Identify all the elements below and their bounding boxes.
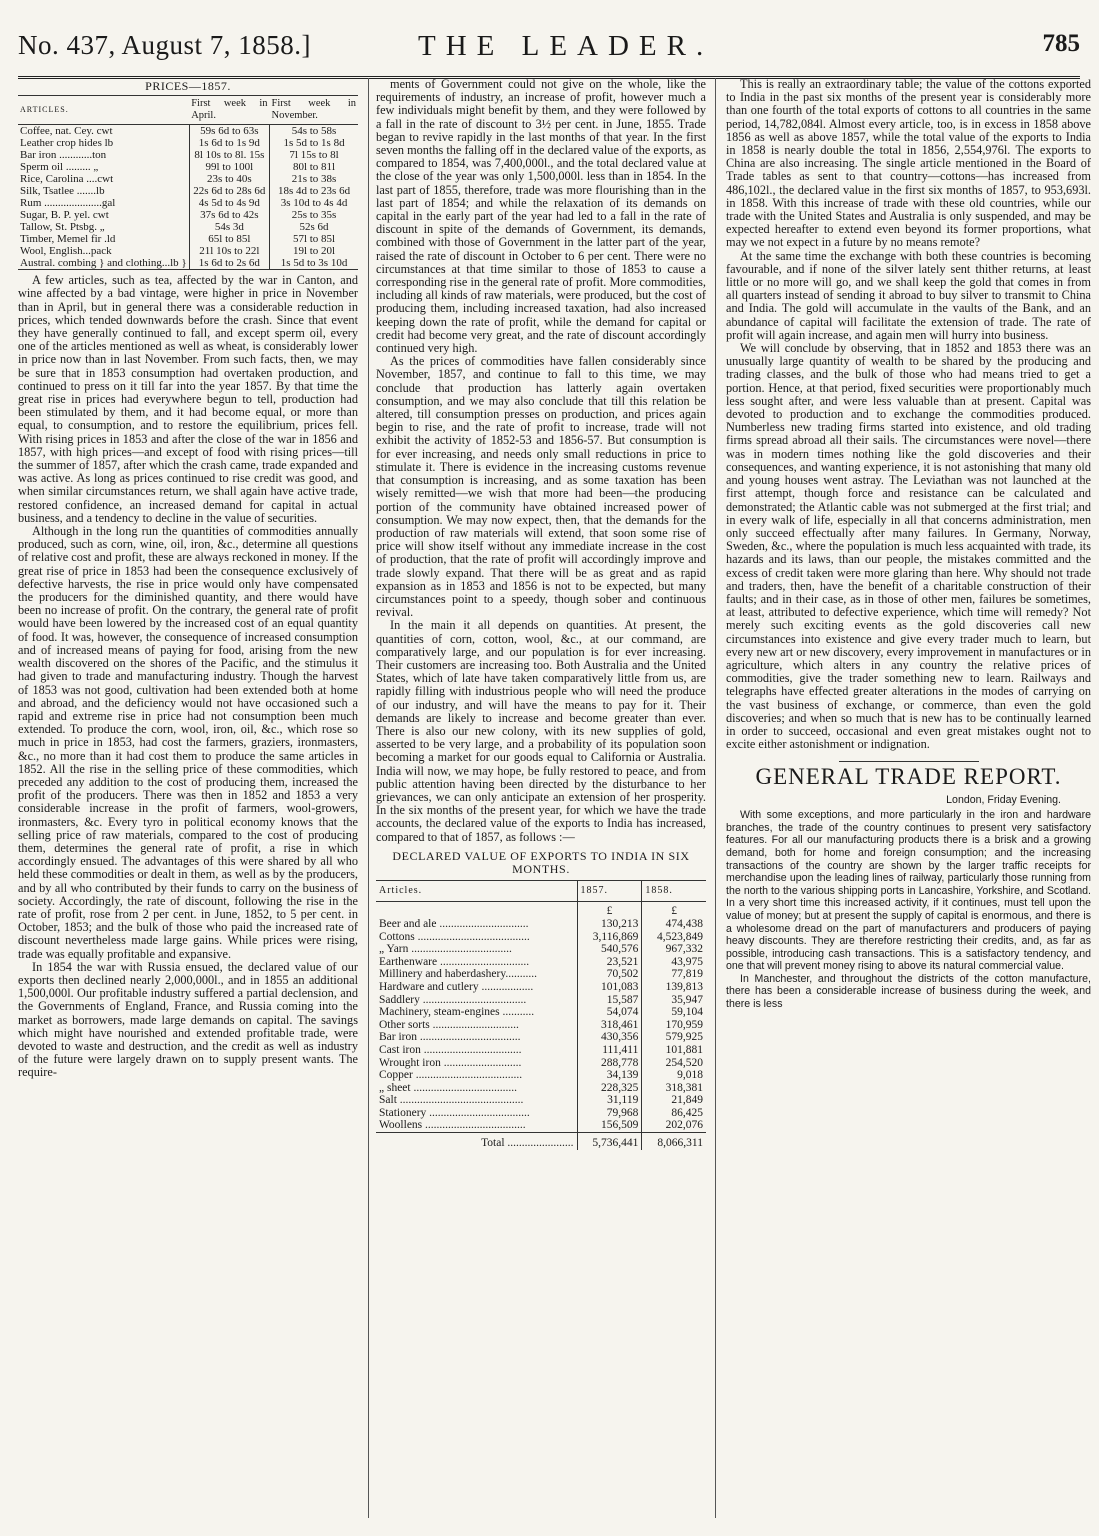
export-article: Machinery, steam-engines ........... — [379, 1006, 535, 1019]
export-article: Cottons ....................................... — [379, 930, 530, 943]
issue-line: No. 437, August 7, 1858.] — [18, 30, 312, 60]
export-value: 228,325 — [577, 1082, 642, 1095]
trade-report-body — [726, 794, 1091, 1011]
price-value: 80l to 81l — [270, 161, 358, 173]
table-row — [18, 257, 358, 270]
article-paragraph: This is really an extraordinary table; the value of the cottons exported to India in the past six months of the present year is considerably more than one fourth of the total exports of cottons to all countries in the same period, 14,782,084l. Almost every article, too, is in excess in 1858 above 1856 as well as above 1857, while the total value of the exports to India in 1858 is nearly double the total in 1856, 2,554,976l. The exports to China are also increasing. The single article mentioned in the Board of Trade tables as sent to that country—cottons—has increased from 486,102l., the declared value in the first six months of 1857, to 953,693l. in 1858. With this increase of trade with these old countries, while our trade with the United States and Australia is only suspended, and may be expected hereafter to extend even beyond its former proportions, what may we not expect in a future by no means remote? — [726, 77, 1091, 250]
export-value: 70,502 — [577, 968, 642, 981]
table-row — [376, 981, 706, 994]
export-article: „ Yarn ................................... — [379, 943, 512, 956]
prices-caption: PRICES—1857. — [145, 79, 231, 93]
price-value: 21s to 38s — [270, 173, 358, 185]
table-row — [376, 1006, 706, 1019]
export-value: 79,968 — [577, 1107, 642, 1120]
price-value: 1s 5d to 3s 10d — [270, 257, 358, 270]
article-paragraph: We will conclude by observing, that in 1852 and 1853 there was an unusually large quantity of wealth to be shared by the producing and trading classes, and the bulk of those who had means tried to get a portion. Hence, at that period, fixed securities were proportionably much less sought after, and were less valuable than at present. Capital was devoted to production and to exchange the commodities produced. Numberless new trading firms started into existence, and old trading firms spread abroad all their sails. The circumstances were novel—there was in modern times nothing like the gold discoveries and their consequences, and wanting experience, it is not astonishing that many old and young houses went astray. The Leviathan was not launched at the first attempt, though force and resistance can be calculated and demonstrated; the Atlantic cable was not submerged at the first trial; and in every walk of life, especially in all that concerns administration, men only succeed effectually after many failures. In Germany, Norway, Sweden, &c., where the population is much less acquainted with trade, its hazards and its laws, than our people, the mistakes committed and the excess of credit taken were more glaring than here. Why should not trade and traders, then, have the benefit of a charitable construction of their faults; and in their case, as in those of other men, failures be sometimes, at least, attributed to defective experience, which time will remedy? Not merely such exciting events as the gold discoveries call new circumstances into existence and give every trader much to learn, but every new art or new discovery, every improvement in manufactures or in agriculture, which alters in any country the relative prices of commodities, give the trader something new to learn. Railways and telegraphs have effected greater alterations in the modes of carrying on the vast business of exchange, or commerce, than even the gold discoveries; and when so much that is new has to be continually learned in order to succeed, occasional and even great mistakes ought not to excite either astonishment or indignation. — [726, 341, 1091, 752]
article-paragraph: As the prices of commodities have fallen considerably since November, 1857, and continue to fall to this time, we may conclude that production has latterly again overtaken consumption, and we may also conclude that till this relation be altered, till consumption presses on production, and prices again begin to rise, and the rate of profit to increase, trade will not exhibit the activity of 1852-53 and 1856-57. But consumption is for ever increasing, and needs only small reductions in price to stimulate it. There is evidence in the increasing customs revenue that consumption is increasing, and as some taxation has been wisely remitted—we wish that more had been—the producing portion of the community have obtained increased power of consumption. We may now expect, then, that the demands for the production of raw materials will extend, that soon some rise of price will show itself without any immediate increase in the cost of production, that the rate of profit will accordingly improve and trade slowly expand. That there will be as great and as rapid expansion as in 1853 and 1856 is not to be expected, but many circumstances point to a speedy, though sober and continuous revival. — [376, 354, 706, 620]
price-value: 57l to 85l — [270, 233, 358, 245]
price-article: Tallow, St. Ptsbg. „ — [20, 221, 105, 234]
price-value: 3s 10d to 4s 4d — [270, 197, 358, 209]
export-value: 21,849 — [642, 1094, 706, 1107]
table-row — [376, 1019, 706, 1032]
export-value: 54,074 — [577, 1006, 642, 1019]
price-article: Leather crop hides lb — [20, 137, 114, 150]
section-divider — [839, 761, 979, 762]
column-3 — [715, 78, 1091, 1518]
export-article: Hardware and cutlery .................. — [379, 980, 534, 993]
export-article: Copper ..................................... — [379, 1069, 523, 1082]
export-value: 202,076 — [642, 1119, 706, 1132]
article-paragraph: ments of Government could not give on the whole, like the requirements of industry, an increase of profit, however much a few individuals might benefit by them, and they were followed by a fall in the rate of discount to 3½ per cent. in June, 1855. Trade began to revive rapidly in the last months of that year. In the first seven months the falling off in the declared value of the exports, as compared to 1854, was 7,400,000l., and the total declared value at the close of the year was only 1,500,000l. less than in 1854. In the last part of 1855, therefore, trade was more flourishing than in the last part of 1854; and while the relaxation of its demands on capital in the early part of the year had led to a fall in the rate of discount in spite of the demands of Government, its demands, combined with those of Government in the latter part of the year, raised the rate of discount in October to 6 per cent. There were no circumstances at that time similar to those of 1853 to cause a corresponding rise in the general rate of profit. More commodities, including all kinds of raw materials, were produced, but the cost of producing them, including increased taxation, had also increased keeping down the rate of profit, while the demand for capital or credit had become very great, and the rate of discount accordingly continued very high. — [376, 77, 706, 356]
export-value: 318,461 — [577, 1019, 642, 1032]
currency-symbol: £ — [577, 902, 642, 918]
table-row — [18, 221, 358, 233]
article-paragraph: In Manchester, and throughout the districts of the cotton manufacture, there has been a considerable increase of business during the week, and there is less — [726, 972, 1091, 1011]
export-value: 170,959 — [642, 1019, 706, 1032]
prices-header-april: First week in April. — [189, 96, 269, 125]
price-article: Wool, English...pack — [20, 245, 112, 258]
table-row — [18, 137, 358, 149]
export-value: 474,438 — [642, 918, 706, 931]
price-article: Sugar, B. P. yel. cwt — [20, 209, 109, 222]
price-article: Silk, Tsatlee .......lb — [20, 185, 105, 198]
column-2 — [368, 78, 706, 1518]
price-value: 65l to 85l — [189, 233, 269, 245]
currency-symbol: £ — [642, 902, 706, 918]
price-value: 19l to 20l — [270, 245, 358, 257]
total-label: Total ....................... — [376, 1133, 577, 1150]
export-value: 430,356 — [577, 1031, 642, 1044]
article-paragraph: At the same time the exchange with both these countries is becoming favourable, and if none of the silver lately sent thither returns, at least little or no more will go, and we shall keep the gold that comes in from all quarters instead of sending it abroad to buy silver to transmit to China and India. The gold will accumulate in the vaults of the Bank, and an abundance of capital will facilitate the extension of trade. The rate of profit will again increase, and again men will hurry into business. — [726, 248, 1091, 342]
price-value: 8l 10s to 8l. 15s — [189, 149, 269, 161]
table-row — [376, 1094, 706, 1107]
masthead — [18, 30, 1080, 79]
export-value: 9,018 — [642, 1069, 706, 1082]
export-value: 86,425 — [642, 1107, 706, 1120]
export-value: 101,083 — [577, 981, 642, 994]
export-article: „ sheet .................................... — [379, 1081, 517, 1094]
export-value: 31,119 — [577, 1094, 642, 1107]
export-value: 967,332 — [642, 943, 706, 956]
exports-table — [376, 880, 706, 1150]
export-value: 35,947 — [642, 994, 706, 1007]
exports-title: DECLARED VALUE OF EXPORTS TO INDIA IN SIX MONTHS. — [392, 848, 690, 876]
export-value: 43,975 — [642, 956, 706, 969]
export-article: Beer and ale ............................... — [379, 917, 529, 930]
price-value: 22s 6d to 28s 6d — [189, 185, 269, 197]
price-value: 59s 6d to 63s — [189, 125, 269, 138]
table-row — [18, 185, 358, 197]
export-article: Earthenware ............................... — [379, 955, 530, 968]
export-value: 254,520 — [642, 1057, 706, 1070]
export-value: 4,523,849 — [642, 931, 706, 944]
price-value: 99l to 100l — [189, 161, 269, 173]
table-row — [376, 931, 706, 944]
export-value: 318,381 — [642, 1082, 706, 1095]
exports-header-1858: 1858. — [642, 880, 706, 902]
export-value: 288,778 — [577, 1057, 642, 1070]
price-value: 54s 3d — [189, 221, 269, 233]
total-value: 8,066,311 — [642, 1133, 706, 1150]
article-paragraph: Although in the long run the quantities of commodities annually produced, such as corn, wine, oil, iron, &c., determine all questions of relative cost and profit, these are always reckoned in money. If the great rise of price in 1853 had been the consequence exclusively of defective harvests, the rise in price would only have compensated the producers for the diminished quantity, and there would have been no increase of profit. On the contrary, the general rate of profit would have been lowered by the increased cost of an equal quantity of food. It was, however, the consequence of increased consumption and of increased means of paying for food, arising from the new wealth discovered on the shores of the Pacific, and the stimulus it had given to trade and manufacturing industry. Though the harvest of 1853 was not good, cultivation had been extended both at home and abroad, and the deficiency would not have occasioned such a rapid and extreme rise in price had not consumption been much extended. To produce the corn, wool, iron, oil, &c., which rose so much in price in 1853, had cost the farmers, graziers, ironmasters, &c., no more than it had cost them to produce the same articles in 1852. All the rise in the selling price of these commodities, which preceded any addition to the cost of producing them, increased the profit of the producers. There was then in 1852 and 1853 a very considerable increase in the profit of farmers, wool-growers, ironmasters, &c. Every tyro in political economy knows that the selling price of raw materials, compared to the cost of producing them, determines the general rate of profit, a rise in which accordingly ensued. The advantages of this were shared by all who held these commodities or dealt in them, as well as by the producers, and by all who contributed by their funds to carry on the business of society. Accordingly, the rate of discount, following the rise in the rate of profit, rose from 2 per cent. in June, 1852, to 5 per cent. in October, 1853; and the bulk of those who paid the increased rate of discount nevertheless made large gains. While prices were rising, trade was equally profitable and expansive. — [18, 524, 358, 961]
export-article: Cast iron .................................. — [379, 1043, 522, 1056]
page-number: 785 — [1042, 30, 1080, 57]
export-article: Stationery ................................... — [379, 1106, 530, 1119]
table-row — [18, 161, 358, 173]
export-value: 59,104 — [642, 1006, 706, 1019]
export-value: 139,813 — [642, 981, 706, 994]
export-value: 101,881 — [642, 1044, 706, 1057]
table-row — [376, 968, 706, 981]
total-row — [376, 1133, 706, 1150]
newspaper-title: THE LEADER. — [418, 30, 714, 62]
export-value: 15,587 — [577, 994, 642, 1007]
export-article: Millinery and haberdashery........... — [379, 968, 537, 981]
export-value: 77,819 — [642, 968, 706, 981]
export-value: 156,509 — [577, 1119, 642, 1132]
table-row — [18, 173, 358, 185]
total-value: 5,736,441 — [577, 1133, 642, 1150]
prices-table — [18, 95, 358, 270]
table-row — [376, 1107, 706, 1120]
table-row — [376, 918, 706, 931]
price-value: 1s 6d to 1s 9d — [189, 137, 269, 149]
table-row — [18, 245, 358, 257]
price-value: 18s 4d to 23s 6d — [270, 185, 358, 197]
price-value: 25s to 35s — [270, 209, 358, 221]
trade-report-dateline: London, Friday Evening. — [946, 793, 1061, 806]
table-row — [18, 209, 358, 221]
price-value: 7l 15s to 8l — [270, 149, 358, 161]
table-row — [376, 994, 706, 1007]
price-value: 1s 5d to 1s 8d — [270, 137, 358, 149]
price-value: 54s to 58s — [270, 125, 358, 138]
price-value: 4s 5d to 4s 9d — [189, 197, 269, 209]
table-row — [376, 1082, 706, 1095]
export-value: 579,925 — [642, 1031, 706, 1044]
price-value: 21l 10s to 22l — [189, 245, 269, 257]
price-value: 23s to 40s — [189, 173, 269, 185]
price-value: 1s 6d to 2s 6d — [189, 257, 269, 270]
export-value: 130,213 — [577, 918, 642, 931]
export-article: Salt ........................................... — [379, 1094, 524, 1107]
table-row — [376, 943, 706, 956]
price-article: Coffee, nat. Cey. cwt — [20, 125, 113, 138]
export-value: 23,521 — [577, 956, 642, 969]
export-article: Wrought iron ........................... — [379, 1056, 522, 1069]
prices-header-articles: ARTICLES. — [18, 96, 189, 125]
prices-header-november: First week in November. — [270, 96, 358, 125]
price-article: Bar iron ............ton — [20, 149, 107, 162]
price-article: Rum .....................gal — [20, 197, 116, 210]
export-value: 3,116,869 — [577, 931, 642, 944]
price-value: 37s 6d to 42s — [189, 209, 269, 221]
trade-report-heading: GENERAL TRADE REPORT. — [755, 764, 1062, 790]
price-article: Sperm oil ......... „ — [20, 161, 99, 174]
export-article: Saddlery .................................... — [379, 993, 527, 1006]
article-paragraph: In the main it all depends on quantities. At present, the quantities of corn, cotton, wool, &c., at our command, are comparatively large, and our population is for ever increasing. Their customers are increasing too. Both Australia and the United States, which of late have taken comparatively little from us, are rapidly filling with industrious people who will need the produce of our industry, and will have the means to pay for it. Their demands are likely to increase and become greater than ever. There is also our new colony, with its new supplies of gold, asserted to be very large, and a probability of its population soon becoming a market for our goods equal to California or Australia. India will now, we may hope, be fully restored to peace, and from public attention having been directed by the disturbance to her grievances, we can only anticipate an extension of her prosperity. In the six months of the present year, for which we have the trade accounts, the declared value of the exports to India has increased, compared to that of 1857, as follows :— — [376, 618, 706, 844]
price-article: Rice, Carolina ....cwt — [20, 173, 114, 186]
table-row — [376, 1057, 706, 1070]
export-article: Woollens ................................... — [379, 1119, 526, 1132]
export-article: Bar iron ................................... — [379, 1031, 521, 1044]
price-article: Timber, Memel fir .ld — [20, 233, 116, 246]
article-paragraph: With some exceptions, and more particularly in the iron and hardware branches, the trade of the country continues to present very satisfactory features. For all our manufacturing products there is a brisk and a growing demand, both for home and foreign consumption; and the increasing transactions of the country are shown by the larger traffic receipts for merchandise upon the leading lines of railway, particularly those running from the north to the various shipping ports in Lancashire, Yorkshire, and Scotland. In a very short time this increased activity, if it continues, must tell upon the value of money; but at present the supply of capital is enormous, and there is a wholesome dread on the part of manufacturers and producers of paying heavy discounts. They are therefore restricting their credits, and, as far as possible, introducing cash transactions. This is a satisfactory tendency, and one that will prevent money rising to above its natural commercial value. — [726, 809, 1091, 973]
article-paragraph: In 1854 the war with Russia ensued, the declared value of our exports then declined nearly 2,000,000l., and in 1855 an additional 1,500,000l. Our profitable industry suffered a partial declension, and the Governments of England, France, and Russia coming into the market as borrowers, made large demands on capital. The savings which might have nourished and extended profitable trade, were devoted to waste and destruction, and the credit as well as industry of the future were largely drawn on to supply present wants. The require- — [18, 959, 358, 1080]
table-row — [18, 233, 358, 245]
table-row — [376, 1031, 706, 1044]
export-article: Other sorts .............................. — [379, 1018, 519, 1031]
price-article: Austral. combing } and clothing...lb } — [18, 257, 189, 270]
article-paragraph: A few articles, such as tea, affected by the war in Canton, and wine affected by a bad vintage, were higher in price in November than in April, but in general there was a considerable reduction in prices, which tended downwards before the crash. Since that event they have generally continued to fall, and except sperm oil, every one of the articles mentioned as well as wheat, is considerably lower in price now than in last November. From such facts, then, we may be sure that in 1853 consumption had overtaken production, and continued to press on it till far into the year 1857. By that time the great rise in prices had everywhere begun to tell, production had been stimulated by them, and it had become equal, or more than equal, to consumption, and to restore the equilibrium, prices fell. With rising prices in 1853 and after the close of the war in 1856 and 1857, with high prices—and except of food with rising prices—till the summer of 1857, after which the crash came, trade expanded and was active. As long as prices continued to rise credit was good, and when similar circumstances return, we shall again have active trade, restored confidence, an increased demand for capital in actual business, and a tendency to decline in the value of securities. — [18, 273, 358, 525]
table-row — [376, 1069, 706, 1082]
price-value: 52s 6d — [270, 221, 358, 233]
table-row — [376, 1044, 706, 1057]
table-row — [18, 125, 358, 138]
export-value: 111,411 — [577, 1044, 642, 1057]
table-row — [18, 149, 358, 161]
export-value: 540,576 — [577, 943, 642, 956]
table-row — [376, 956, 706, 969]
export-value: 34,139 — [577, 1069, 642, 1082]
exports-header-1857: 1857. — [577, 880, 642, 902]
table-row — [376, 1119, 706, 1132]
column-1 — [18, 78, 358, 1518]
table-row — [18, 197, 358, 209]
exports-header-articles: Articles. — [376, 880, 577, 902]
